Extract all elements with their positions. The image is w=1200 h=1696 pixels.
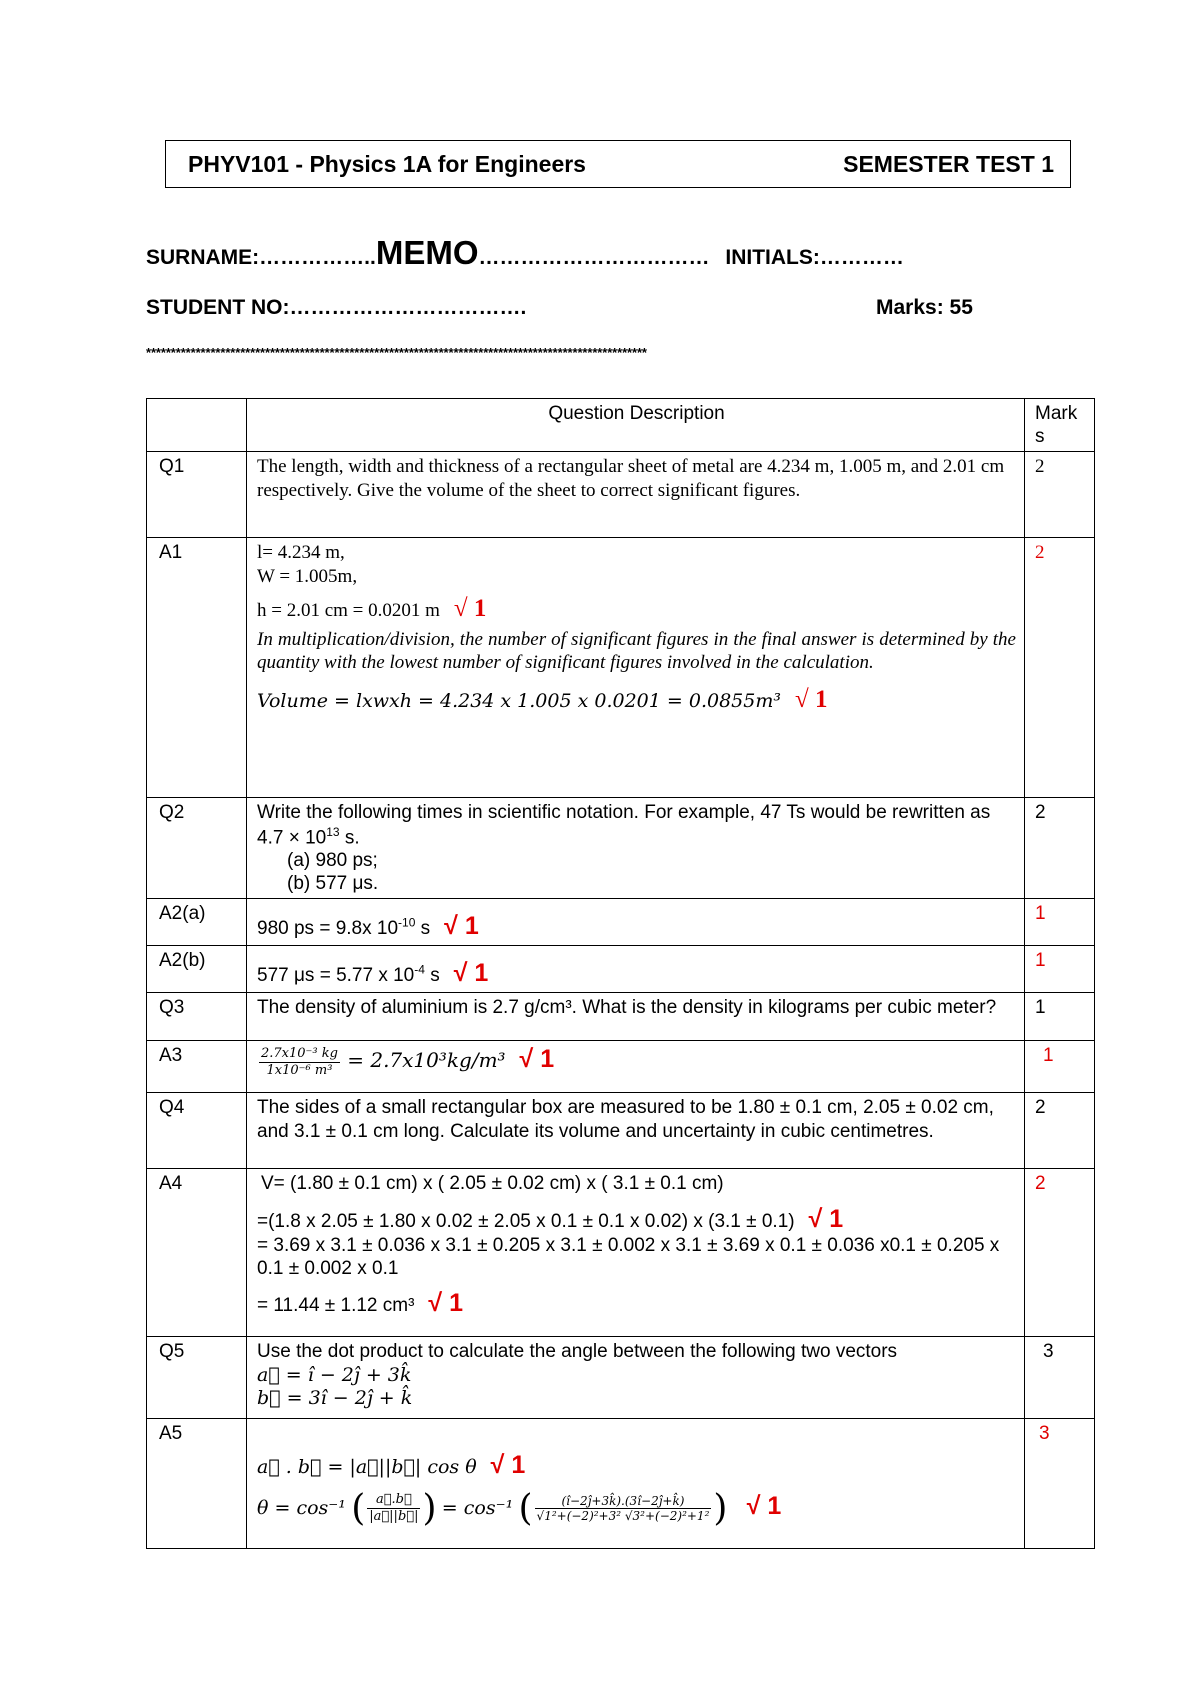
density-fraction: $\frac{\text{2.7x10⁻³ kg}}{\text{1x10⁻⁶ m³}}$ [261, 1045, 338, 1078]
vector-a: a⃗ = î − 2ĵ + 3k̂ [257, 1363, 412, 1386]
row-id: A2(b) [147, 946, 247, 993]
answer-cell: 577 μs = 5.77 x $10^{-4}$ s √ 1 [247, 946, 1025, 993]
table-row [147, 1337, 1095, 1419]
table-row [147, 1169, 1095, 1337]
row-id: A5 [147, 1419, 247, 1549]
answer-line: = 3.69 x 3.1 ± 0.036 x 3.1 ± 0.205 x 3.1 ± 0.002 x 3.1 ± 3.69 x 0.1 ± 0.036 x0.1 ± 0.205 x 0.1 ± 0.002 x 0.1 [257, 1235, 1000, 1280]
table-row [147, 1041, 1095, 1093]
answer-line: h = 2.01 cm = 0.0201 m √ 1 [257, 594, 487, 622]
question-text: Write the following times in scientific notation. For example, 47 Ts would be rewritten as $4.7 \times 10^{13}$ s. (a) 980 ps; (b) 577 μs. [247, 798, 1025, 899]
list-item: (a) 980 ps; [287, 850, 378, 872]
table-row [147, 899, 1095, 946]
answer-line: = 11.44 ± 1.12 cm³ √ 1 [257, 1289, 463, 1318]
row-id: A4 [147, 1169, 247, 1337]
answer-line: a⃗ . b⃗ = |a⃗||b⃗| cos θ √ 1 [257, 1451, 526, 1480]
table-row [147, 993, 1095, 1041]
row-id: Q2 [147, 798, 247, 899]
check-mark: √ 1 [794, 685, 828, 713]
check-mark: √ 1 [453, 594, 487, 622]
answer-line: Volume = lxwxh = 4.234 x 1.005 x 0.0201 = 0.0855m³ √ 1 [257, 685, 828, 713]
row-id: A3 [147, 1041, 247, 1093]
total-marks: Marks: 55 [876, 296, 973, 319]
check-mark: √ 1 [444, 912, 479, 941]
check-mark: √ 1 [746, 1491, 782, 1520]
question-text: The density of aluminium is 2.7 g/cm³. What is the density in kilograms per cubic meter? [247, 993, 1025, 1041]
row-id: Q1 [147, 452, 247, 538]
separator-line: ***************************************************************************************************** [146, 345, 647, 360]
row-mark: 1 [1025, 899, 1095, 946]
vector-fraction: $\frac{(î-2ĵ+3k̂).(3î-2ĵ+k̂)}{\text{√1²+(−2)²+3² √3²+(−2)²+1²}}$ [536, 1493, 710, 1524]
surname-line [146, 234, 904, 272]
answer-cell: $\frac{\text{2.7x10⁻³ kg}}{\text{1x10⁻⁶ m³}}$ = 2.7x10³kg/m³ √ 1 [247, 1041, 1025, 1093]
row-mark: 1 [1025, 946, 1095, 993]
answer-cell: 980 ps = 9.8x $10^{-10}$ s √ 1 [247, 899, 1025, 946]
surname-value: MEMO [375, 234, 479, 271]
answer-line: θ = cos⁻¹ ( $\frac{a⃗.b⃗}{|a⃗||b⃗|}$ ) = cos⁻¹ ( $\frac{(î-2ĵ+3k̂).(3î-2ĵ+k̂)}{\text{√1²+(−2)²+3² √3²+(−2)²+1²}}$ ) √ 1 [257, 1487, 782, 1529]
angle-fraction: $\frac{a⃗.b⃗}{|a⃗||b⃗|}$ [369, 1492, 419, 1525]
list-item: (b) 577 μs. [287, 873, 379, 895]
table-row [147, 798, 1095, 899]
course-header-box [165, 140, 1071, 188]
row-mark: 2 [1025, 1169, 1095, 1337]
header-description: Question Description [247, 399, 1025, 452]
row-mark: 2 [1025, 798, 1095, 899]
row-mark: 1 [1025, 993, 1095, 1041]
answer-line: W = 1.005m, [257, 565, 358, 587]
table-row [147, 946, 1095, 993]
surname-dots: …………………………… [478, 246, 710, 269]
row-mark: 1 [1025, 1041, 1095, 1093]
table-row [147, 538, 1095, 798]
row-mark: 2 [1025, 538, 1095, 798]
check-mark: √ 1 [428, 1289, 463, 1318]
answer-line: =(1.8 x 2.05 ± 1.80 x 0.02 ± 2.05 x 0.1 ± 0.1 x 0.02) x (3.1 ± 0.1) √ 1 [257, 1204, 844, 1233]
row-id: Q4 [147, 1093, 247, 1169]
question-text: The sides of a small rectangular box are measured to be 1.80 ± 0.1 cm, 2.05 ± 0.02 cm, and 3.1 ± 0.1 cm long. Calculate its volume and uncertainty in cubic centimetres. [247, 1093, 1025, 1169]
surname-label: SURNAME:…………….. [146, 246, 376, 269]
table-row [147, 452, 1095, 538]
check-mark: √ 1 [490, 1451, 526, 1480]
course-title: PHYV101 - Physics 1A for Engineers [188, 151, 586, 177]
row-id: A2(a) [147, 899, 247, 946]
check-mark: √ 1 [453, 959, 489, 988]
question-table [146, 398, 1095, 1549]
answer-note: In multiplication/division, the number of significant figures in the final answer is determined by the quantity with the lowest number of significant figures involved in the calculation. [257, 629, 1016, 674]
header-empty-cell [147, 399, 247, 452]
table-row [147, 1093, 1095, 1169]
answer-cell [247, 1419, 1025, 1549]
question-text: Use the dot product to calculate the angle between the following two vectors a⃗ = î − 2ĵ + 3k̂ b⃗ = 3î − 2ĵ + k̂ [247, 1337, 1025, 1419]
check-mark: √ 1 [519, 1045, 555, 1074]
row-id: Q3 [147, 993, 247, 1041]
answer-cell [247, 538, 1025, 798]
row-id: Q5 [147, 1337, 247, 1419]
answer-line: l= 4.234 m, [257, 542, 345, 564]
question-text: The length, width and thickness of a rectangular sheet of metal are 4.234 m, 1.005 m, and 2.01 cm respectively. Give the volume of the sheet to correct significant figures. [247, 452, 1025, 538]
student-no-field: STUDENT NO:……………………………. [146, 296, 527, 319]
check-mark: √ 1 [808, 1204, 844, 1233]
row-mark: 3 [1025, 1419, 1095, 1549]
table-row [147, 1419, 1095, 1549]
row-mark: 2 [1025, 452, 1095, 538]
initials-field: INITIALS:………… [725, 246, 904, 269]
row-mark: 2 [1025, 1093, 1095, 1169]
table-header-row [147, 399, 1095, 452]
header-marks: Mark s [1025, 399, 1095, 452]
answer-line: V= (1.80 ± 0.1 cm) x ( 2.05 ± 0.02 cm) x ( 3.1 ± 0.1 cm) [261, 1173, 724, 1195]
row-id: A1 [147, 538, 247, 798]
test-title: SEMESTER TEST 1 [843, 151, 1054, 177]
row-mark: 3 [1025, 1337, 1095, 1419]
answer-cell [247, 1169, 1025, 1337]
vector-b: b⃗ = 3î − 2ĵ + k̂ [257, 1386, 413, 1409]
